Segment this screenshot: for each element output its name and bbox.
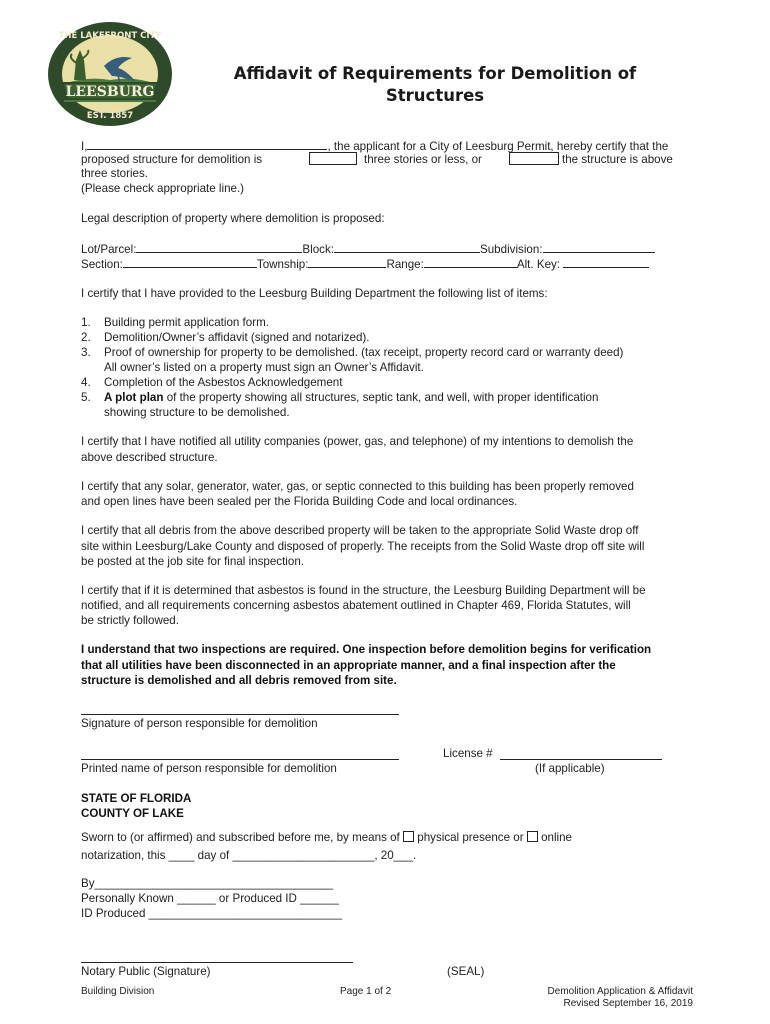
- para-debris-3: be posted at the job site for final inspection.: [81, 555, 304, 568]
- list-item: 4.: [81, 376, 91, 389]
- list-item-text-cont: showing structure to be demolished.: [104, 406, 290, 419]
- seal-est: EST. 1857: [86, 111, 134, 121]
- signature-line[interactable]: [81, 714, 399, 715]
- footer-right-1: Demolition Application & Affidavit: [547, 986, 693, 997]
- section-row: Section: Township: Range: Alt. Key:: [81, 256, 649, 272]
- list-item-text: Demolition/Owner’s affidavit (signed and notarized).: [104, 331, 370, 344]
- seal-label: (SEAL): [447, 965, 485, 978]
- seal-top-text: THE LAKEFRONT CITY: [58, 31, 162, 41]
- list-item-text: Proof of ownership for property to be demolished. (tax receipt, property record card or warranty deed): [104, 346, 624, 359]
- para-solar-2: and open lines have been sealed per the Florida Building Code and local ordinances.: [81, 495, 518, 508]
- signature-label: Signature of person responsible for demolition: [81, 717, 318, 730]
- intro-line3: three stories.: [81, 167, 149, 180]
- footer-right-2: Revised September 16, 2019: [563, 998, 693, 1009]
- leesburg-city-seal: [46, 20, 174, 128]
- para-inspections-2: that all utilities have been disconnected in an appropriate manner, and a final inspection after the: [81, 659, 616, 672]
- license-label: License #: [443, 747, 493, 760]
- physical-presence-checkbox[interactable]: [403, 831, 414, 842]
- para-utilities-2: above described structure.: [81, 451, 218, 464]
- option-above-three: the structure is above: [562, 153, 673, 166]
- section-field[interactable]: [123, 256, 257, 268]
- applicant-name-field[interactable]: [87, 138, 327, 150]
- para-debris-2: site within Leesburg/Lake County and disposed of properly. The receipts from the Solid Waste drop off site will: [81, 540, 645, 553]
- list-item: 2.: [81, 331, 91, 344]
- sworn-line: Sworn to (or affirmed) and subscribed before me, by means of physical presence or online: [81, 831, 573, 844]
- seal-city-name: LEESBURG: [65, 84, 155, 100]
- page-title-line2: Structures: [385, 86, 485, 105]
- list-item: 3.: [81, 346, 91, 359]
- intro-line1: I, , the applicant for a City of Leesburg Permit, hereby certify that the: [81, 140, 669, 153]
- list-item-text: A plot plan of the property showing all structures, septic tank, and well, with proper identification: [104, 391, 599, 404]
- option-three-or-less: three stories or less, or: [364, 153, 482, 166]
- para-solar-1: I certify that any solar, generator, water, gas, or septic connected to this building has been properly removed: [81, 480, 634, 493]
- check-three-or-less[interactable]: [309, 152, 357, 165]
- page-title-line1: Affidavit of Requirements for Demolition of: [233, 64, 637, 83]
- check-above-three[interactable]: [509, 152, 559, 165]
- list-item-text: Completion of the Asbestos Acknowledgement: [104, 376, 343, 389]
- intro-line2-left: proposed structure for demolition is: [81, 153, 263, 166]
- certify-list-intro: I certify that I have provided to the Leesburg Building Department the following list of items:: [81, 287, 548, 300]
- online-checkbox[interactable]: [527, 831, 538, 842]
- para-asbestos-3: be strictly followed.: [81, 614, 179, 627]
- para-asbestos-1: I certify that if it is determined that asbestos is found in the structure, the Leesburg Building Department will be: [81, 584, 646, 597]
- para-utilities-1: I certify that I have notified all utility companies (power, gas, and telephone) of my intentions to demolish the: [81, 435, 634, 448]
- license-number-line[interactable]: [500, 759, 662, 760]
- list-item-text-cont: All owner’s listed on a property must sign an Owner’s Affidavit.: [104, 361, 424, 374]
- state-label: STATE OF FLORIDA: [81, 792, 192, 805]
- county-label: COUNTY OF LAKE: [81, 807, 184, 820]
- alt-key-field[interactable]: [563, 256, 649, 268]
- id-produced-line: ID Produced ______________________________: [81, 907, 343, 920]
- para-inspections-3: structure is demolished and all debris removed from site.: [81, 674, 397, 687]
- list-item-text: Building permit application form.: [104, 316, 269, 329]
- list-item: 1.: [81, 316, 91, 329]
- printed-name-line[interactable]: [81, 759, 399, 760]
- subdivision-field[interactable]: [543, 241, 655, 253]
- lot-parcel-field[interactable]: [136, 241, 302, 253]
- para-debris-1: I certify that all debris from the above described property will be taken to the appropriate Solid Waste drop off: [81, 524, 639, 537]
- lot-parcel-row: Lot/Parcel: Block: Subdivision:: [81, 241, 655, 257]
- footer-page-number: Page 1 of 2: [340, 986, 392, 997]
- list-item: 5.: [81, 391, 91, 404]
- para-inspections-1: I understand that two inspections are required. One inspection before demolition begins for verification: [81, 643, 652, 656]
- range-field[interactable]: [424, 256, 517, 268]
- personally-known-line: Personally Known ______ or Produced ID ______: [81, 892, 339, 905]
- legal-description-label: Legal description of property where demolition is proposed:: [81, 212, 385, 225]
- by-line: By_____________________________________: [81, 877, 334, 890]
- notarization-line: notarization, this ____ day of ______________________, 20___.: [81, 849, 417, 862]
- notary-signature-label: Notary Public (Signature): [81, 965, 211, 978]
- intro-line4: (Please check appropriate line.): [81, 182, 245, 195]
- block-field[interactable]: [334, 241, 480, 253]
- township-field[interactable]: [308, 256, 386, 268]
- if-applicable-label: (If applicable): [535, 762, 605, 775]
- footer-left: Building Division: [81, 986, 155, 997]
- printed-name-label: Printed name of person responsible for demolition: [81, 762, 337, 775]
- notary-signature-line[interactable]: [81, 962, 353, 963]
- para-asbestos-2: notified, and all requirements concerning asbestos abatement outlined in Chapter 469, Florida Statutes, will: [81, 599, 631, 612]
